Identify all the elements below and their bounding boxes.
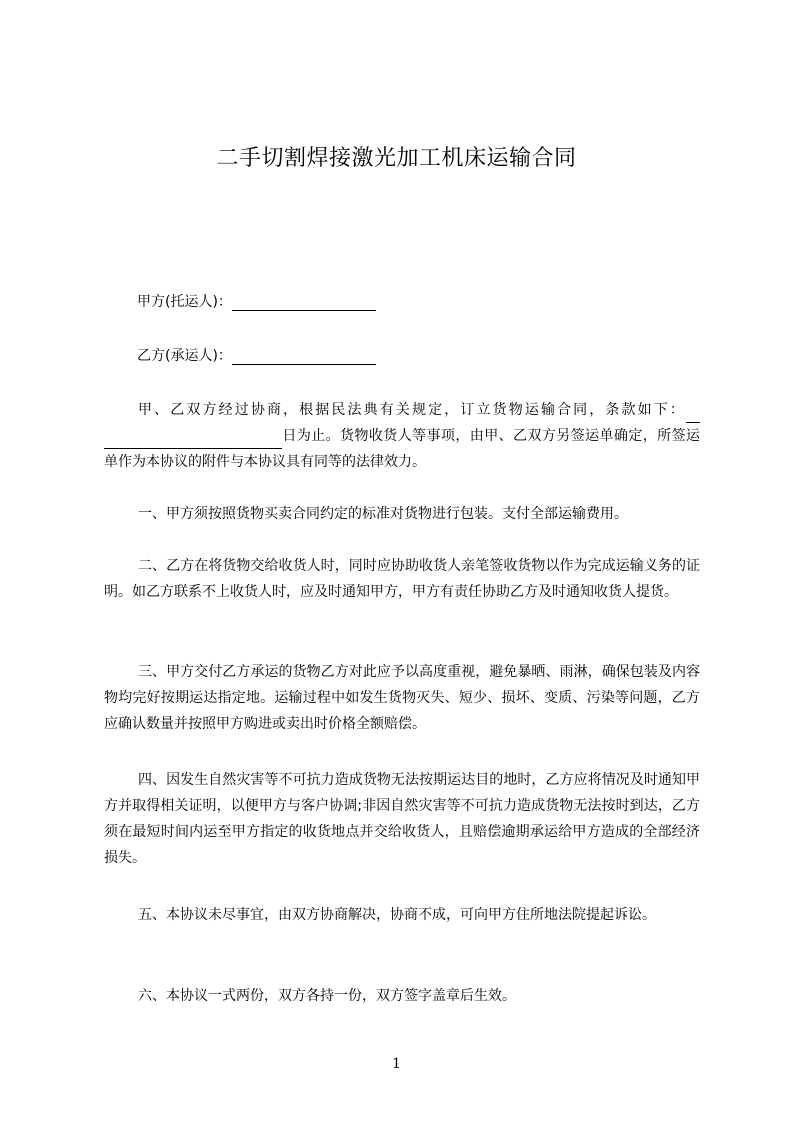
party-b-line <box>137 345 376 365</box>
clause-6: 六、本协议一式两份，双方各持一份，双方签字盖章后生效。 <box>138 988 516 1004</box>
intro-text-2: 日为止。货物收货人等事项，由甲、乙双方另签运单确定，所签运单作为本协议的附件与本协议具有同等的法律效力。 <box>104 428 700 470</box>
party-a-line <box>137 291 376 311</box>
clause-5: 五、本协议未尽事宜，由双方协商解决，协商不成，可向甲方住所地法院提起诉讼。 <box>138 907 656 923</box>
intro-text-1: 甲、乙双方经过协商，根据民法典有关规定，订立货物运输合同，条款如下： <box>138 402 686 418</box>
party-a-label: 甲方(托运人)： <box>137 294 232 310</box>
party-b-blank <box>232 350 376 365</box>
intro-paragraph <box>104 397 700 475</box>
intro-blank-2 <box>104 432 282 449</box>
party-a-blank <box>232 296 376 311</box>
clause-1: 一、甲方须按照货物买卖合同约定的标准对货物进行包装。支付全部运输费用。 <box>138 506 628 522</box>
clause-2: 二、乙方在将货物交给收货人时，同时应协助收货人亲笔签收货物以作为完成运输义务的证明。如乙方联系不上收货人时，应及时通知甲方，甲方有责任协助乙方及时通知收货人提货。 <box>104 558 700 600</box>
document-title: 二手切割焊接激光加工机床运输合同 <box>216 146 577 171</box>
clause-3: 三、甲方交付乙方承运的货物乙方对此应予以高度重视，避免暴晒、雨淋，确保包装及内容物均完好按期运达指定地。运输过程中如发生货物灭失、短少、损坏、变质、污染等问题，乙方应确认数量并按照甲方购进或卖出时价格全额赔偿。 <box>104 664 700 732</box>
intro-blank-1 <box>686 406 700 423</box>
page-number: 1 <box>392 1056 401 1072</box>
party-b-label: 乙方(承运人)： <box>137 348 232 364</box>
clause-4: 四、因发生自然灾害等不可抗力造成货物无法按期运达目的地时，乙方应将情况及时通知甲方并取得相关证明，以便甲方与客户协调;非因自然灾害等不可抗力造成货物无法按时到达，乙方须在最短时间内运至甲方指定的收货地点并交给收货人，且赔偿逾期承运给甲方造成的全部经济损失。 <box>104 772 700 866</box>
